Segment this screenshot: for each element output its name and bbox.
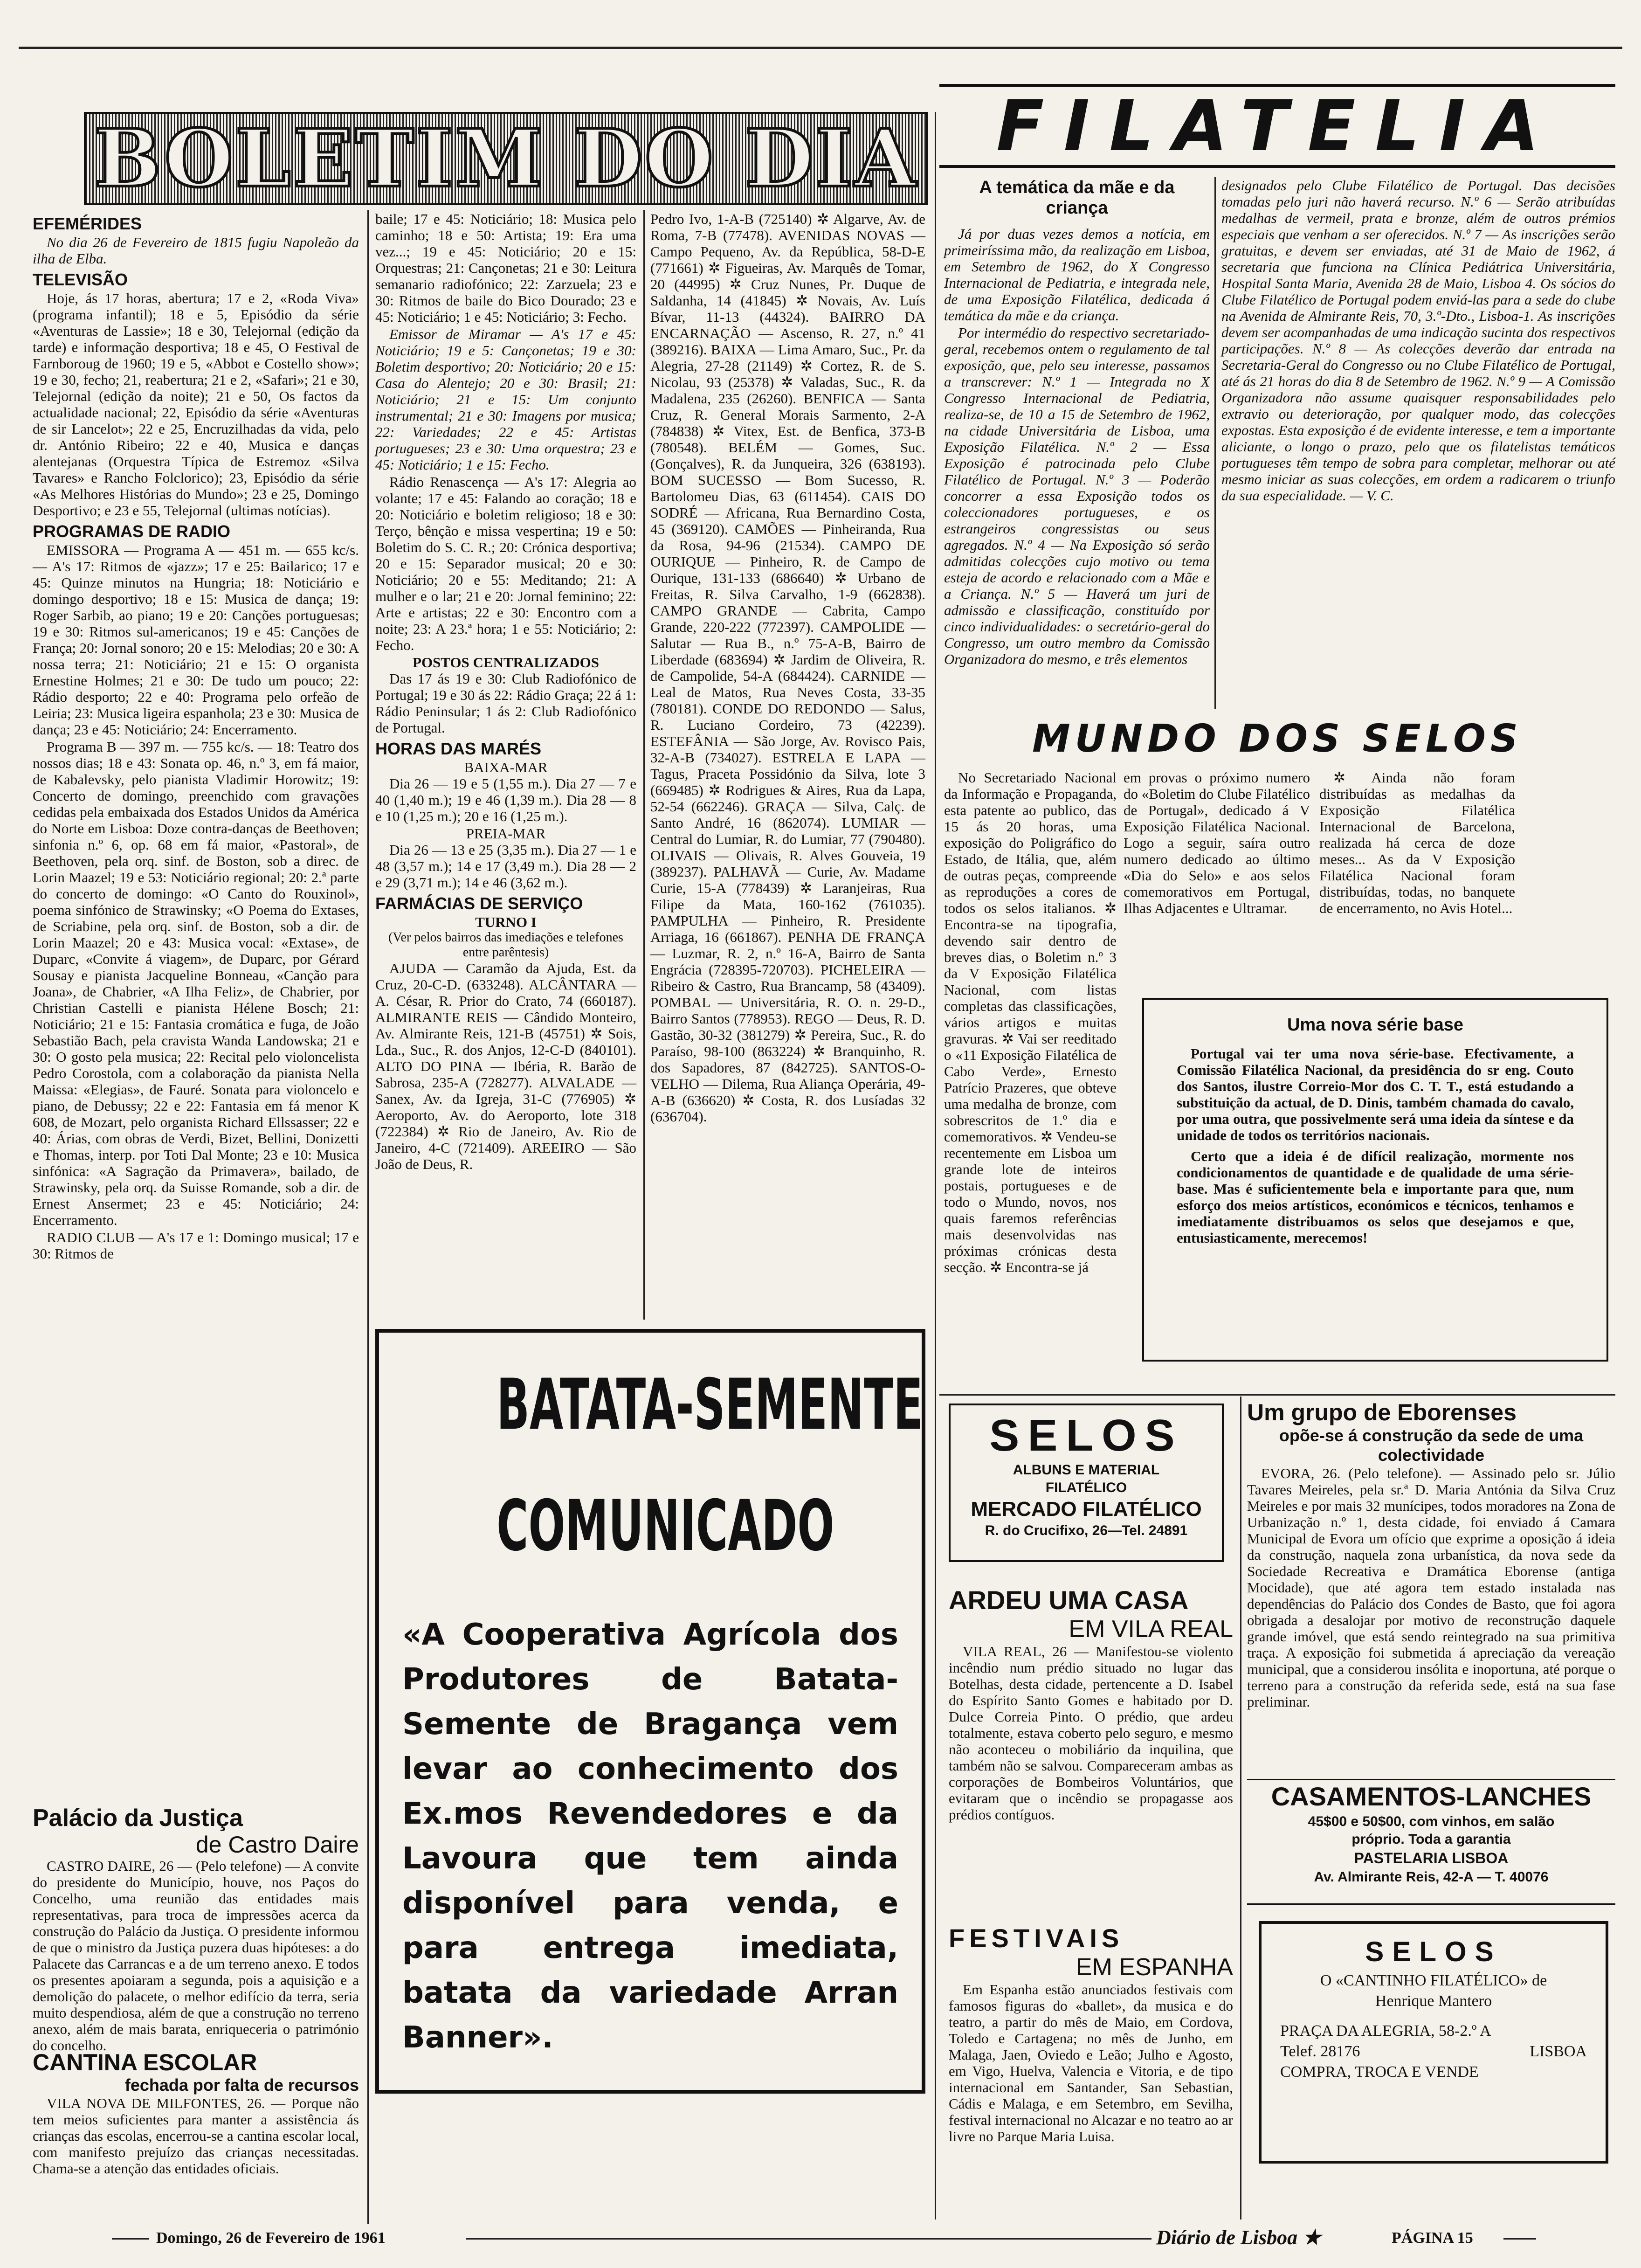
farmacias-col3-text: Pedro Ivo, 1-A-B (725140) ✲ Algarve, Av. de Roma, 7-B (77478). AVENIDAS NOVAS — Campo Pequeno, Av. da República, 58-D-E (771661) ✲ Figueiras, Av. Marquês de Tomar, 20 (44995) ✲ Cruz Nunes, Pr. Duque de Saldanha, 14 (41845) ✲ Novais, Av. Luís Bívar, 11-13 (44324). BAIRRO DA ENCARNAÇÃO — Ascenso, R. 27, n.º 41 (389216). BAIXA — Lima Amaro, Suc., Pr. da Alegria, 27-28 (21149) ✲ Cortez, R. de S. Nicolau, 93 (25378) ✲ Valadas, Suc., R. da Madalena, 235 (26260). BENFICA — Santa Cruz, R. General Morais Sarmento, 2-A (784838) ✲ Vitex, Est. de Benfica, 373-B (780548). BELÉM — Gomes, Suc. (Gonçalves), R. da Junqueira, 326 (638193). BOM SUCESSO — Bom Sucesso, R. Bartolomeu Dias, 63 (611454). CAIS DO SODRÉ — Africana, Rua Bernardino Costa, 45 (369120). CAMÕES — Pinheiranda, Rua da Rosa, 94-96 (21534). CAMPO DE OURIQUE — Pinheiro, R. de Campo de Ourique, 131-133 (686640) ✲ Urbano de Freitas, R. Silva Carvalho, 1-9 (662838). CAMPO GRANDE — Cabrita, Campo Grande, 220-222 (772397). CAMPOLIDE — Salutar — Rua B., n.º 75-A-B, Bairro de Liberdade (683694) ✲ Jardim de Oliveira, R. de Campolide, 54-A (684424). CARNIDE — Leal de Matos, Rua Neves Costa, 33-35 (780181). CONDE DO REDONDO — Salus, R. Luciano Cordeiro, 73 (42239). ESTEFÂNIA — São Jorge, Av. Rovisco Pais, 32-A-B (734027). ESTRELA E LAPA — Tagus, Praceta Possidónio da Silva, lote 3 (669485) ✲ Rodrigues & Aires, Rua da Lapa, 52-54 (662246). GRAÇA — Silva, Calç. de Santo André, 16 (862074). LUMIAR — Central do Lumiar, R. do Lumiar, 77 (790480). OLIVAIS — Olivais, R. Alves Gouveia, 19 (389237). PALHAVÃ — Curie, Av. Madame Curie, 15-A (778439) ✲ Laranjeiras, Rua Filipe da Mata, 160-162 (761035). PAMPULHA — Pinheiro, R. Presidente Arriaga, 16 (661867). PENHA DE FRANÇA — Luzmar, R. 2, n.º 16-A, Bairro de Santa Engrácia (728395-720703). PICHELEIRA — Ribeiro & Castro, Rua Brancamp, 58 (43409). POMBAL — Universitária, R. O. n. 29-D., Bairro Santos (778953). REGO — Deus, R. D. Gastão, 30-32 (381279) ✲ Pereira, Suc., R. do Paraíso, 98-100 (863224) ✲ Branquinho, R. dos Sapadores, 87 (842725). SANTOS-O-VELHO — Dilema, Rua Aliança Operária, 49-A-B (636620) ✲ Costa, R. dos Lusíadas 32 (636704). (650, 211, 925, 1125)
miramar-text: Emissor de Miramar — A's 17 e 45: Noticiário; 19 e 5: Cançonetas; 19 e 30: Boletim desportivo; 20: Noticiário; 20 e 15: Casa do Alentejo; 20 e 30: Brasil; 21: Noticiário; 21 e 15: Um conjunto instrumental; 21 e 30: Imagens por musica; 22: Variedades; 22 e 45: Artistas portugueses; 23 e 30: Uma orquestra; 23 e 45: Noticiário; 1 e 15: Fecho. (375, 326, 636, 473)
eborenses-article (1247, 1399, 1615, 1772)
mundo-text-2: em provas o próximo numero do «Boletim do Clube Filatélico de Portugal», dedicado á V Exposição Filatélica Nacional. Logo a seguir, saíra outro numero dedicado ao último «Dia do Selo» e aos selos comemorativos em Portugal, Ilhas Adjacentes e Ultramar. (1124, 769, 1310, 916)
mundo-title: MUNDO DOS SELOS (1032, 717, 1523, 761)
ad-title: BATATA-SEMENTE (496, 1364, 923, 1445)
boletim-column-3 (650, 211, 925, 1321)
footer-paper-name: Diário de Lisboa (1156, 2226, 1298, 2249)
selos2-line5: COMPRA, TROCA E VENDE (1280, 2063, 1479, 2081)
boletim-title: BOLETIM DO DIA (94, 112, 918, 205)
boletim-banner (84, 112, 928, 205)
filatelia-article-title: A temática da mãe e da criança (979, 178, 1175, 218)
ardeu-subtitle: EM VILA REAL (1069, 1616, 1233, 1643)
televisao-text: Hoje, ás 17 horas, abertura; 17 e 2, «Roda Viva» (programa infantil); 18 e 5, Episódio da série «Aventuras de Lassie»; 18 e 30, Telejornal (edição da tarde) e informação desportiva; 18 e 45, O Festival de Farnboroug de 1960; 19 e 5, «Abbot e Costello show»; 19 e 30, fecho; 21, reabertura; 21 e 2, «Safari»; 21 e 30, Telejornal (edição da noite); 21 e 50, Os factos da actualidade nacional; 22, Episódio da série «Aventuras de sir Lancelot»; 22 e 25, Encruzilhadas da vida, pelo dr. António Ribeiro; 22 e 40, Musica e danças alentejanas (Orquestra Típica de Estremoz «Silva Tavares» e Rancho Folclorico); 23, Episódio da série «As Melhores Histórias do Mundo»; 23 e 25, Domingo Desportivo; e 23 e 55, Telejornal (ultimas notícias). (33, 290, 359, 519)
selos2-line1: O «CANTINHO FILATÉLICO» de Henrique Mantero (1320, 1972, 1547, 2010)
selos-ad (949, 1404, 1224, 1562)
filatelia-banner (939, 84, 1615, 168)
casamentos-line2: PASTELARIA LISBOA (1354, 1850, 1509, 1867)
mundo-column-3 (1319, 769, 1515, 956)
renascenca-text: Rádio Renascença — A's 17: Alegria ao volante; 17 e 45: Falando ao coração; 18 e 20: Noticiário e boletim religioso; 18 e 30: Terço, bênção e missa vespertina; 19 e 50: Boletim do S. C. R.; 20: Crónica desportiva; 20 e 15: Separador musical; 20 e 30: Noticiário; 20 e 55: Meditando; 21: A mulher e o lar; 21 e 20: Jornal feminino; 22: Arte e artistas; 22 e 30: Encontro com a noite; 23: A 23.ª hora; 1 e 55: Noticiário; 2: Fecho. (375, 474, 636, 653)
ardeu-article (949, 1585, 1233, 1912)
selos-ad-line1: ALBUNS E MATERIAL (1013, 1462, 1160, 1478)
batata-semente-ad (375, 1329, 925, 2094)
column-rule (643, 210, 645, 1320)
column-rule (1214, 177, 1216, 709)
mundo-column-1 (944, 769, 1117, 1394)
preia-mar-heading: PREIA-MAR (466, 825, 546, 842)
casamentos-line3: Av. Almirante Reis, 42-A — T. 40076 (1314, 1869, 1549, 1885)
programa-b-text: Programa B — 397 m. — 755 kc/s. — 18: Teatro dos nossos dias; 18 e 43: Sonata op. 46, n.º 3, em fá maior, de Kabalevsky, pelo pianista Vladimir Horowitz; 19: Concerto de domingo, preenchido com gravações cedidas pela embaixada dos Estados Unidos da América do Norte em Lisboa: Doze contra-danças de Beethoven; sinfonia n.º 6, op. 68 em fá maior, «Pastoral», de Beethoven, pela orq. sinf. de Boston, sob a direc. de Lorin Maazel; 19 e 53: Noticiário regional; 20: 2.ª parte do concerto de domingo: «O Canto do Rouxinol», poema sinfónico de Strawinsky; «O Poema do Extases, de Scriabine, pela orq. sinf. de Boston, sob a dir. de Lorin Maazel; 20 e 43: Musica vocal: «Extase», de Duparc, «Convite á viagem», de Duparc, por Gérard Sousay e pianista Jacqueline Bonneau, «Canção para Joana», de Chabrier, «A Ilha Feliz», de Chabrier, por Christian Castelli e pianista Hélene Bosch; 21: Noticiário; 21 e 15: Fantasia cromática e fuga, de João Sebastião Bach, pela cravista Wanda Landowska; 21 e 30: O gosto pela musica; 22: Recital pelo violoncelista Pedro Corostola, com a colaboração da pianista Nella Maissa: «Elegias», de Fauré. Sonata para violoncelo e piano, de Debussy; 22 e 22: Fantasia em fá menor K 608, de Mozart, pelo organista Richard Ellssasser; 22 e 40: Árias, com obras de Verdi, Bizet, Bellini, Donizetti e Thomas, interp. por Toti Dal Monte; 23 e 10: Musica sinfónica: «A Sagração da Primavera», bailado, de Strawinsky, pela orq. da Suisse Romande, sob a dir. de Ernest Ansermet; 23 e 45: Noticiário; 24: Encerramento. (33, 739, 359, 1228)
filatelia-body: Por intermédio do respectivo secretariado-geral, recebemos ontem o regulamento de tal exposição, que, pelo seu interesse, passamos a transcrever: N.º 1 — Integrada no X Congresso Internacional de Pediatria, realiza-se, de 10 a 15 de Setembro de 1962, na cidade Universitária de Lisboa, uma Exposição Filatélica. N.º 2 — Essa Exposição é patrocinada pelo Clube Filatélico de Portugal. N.º 3 — Poderão concorrer a essa Exposição todos os coleccionadores portugueses, e os estrangeiros congressistas ou seus agregados. N.º 4 — Na Exposição só serão admitidas colecções cujo motivo ou tema esteja de acordo e relacionado com a Mãe e a Criança. N.º 5 — Haverá um juri de admissão e classificação, constituído por cinco individualidades: o secretário-geral do Congresso, um outro membro da Comissão Organizadora do mesmo, e três elementos (944, 325, 1210, 667)
turno-heading: TURNO I (475, 914, 537, 930)
nova-serie-p2: Certo que a ideia é de difícil realização, mormente nos condicionamentos de quantidade e de qualidade de uma série-base. Mas é suficientemente bela e importante para que, num esforço dos meios artísticos, económicos e técnicos, tenhamos e imediatamente distribuamos os selos que desejamos e que, entusiasticamente, merecemos! (1177, 1148, 1574, 1246)
top-rule (19, 47, 1622, 49)
radio-club-continued: baile; 17 e 45: Noticiário; 18: Musica pelo caminho; 18 e 50: Artista; 19: Era uma vez...; 19 e 45: Noticiário; 20 e 15: Orquestras; 21: Cançonetas; 21 e 30: Leitura semanario radiofónico; 22: Zarzuela; 23 e 30: Ritmos de baile do Bico Dourado; 23 e 45: Noticiário; 1 e 45: Noticiário; 3: Fecho. (375, 211, 636, 325)
nova-serie-title: Uma nova série base (1287, 1015, 1464, 1035)
selos2-line2: PRAÇA DA ALEGRIA, 58-2.º A (1280, 2022, 1491, 2040)
cantina-title: CANTINA ESCOLAR (33, 2049, 257, 2075)
festivais-article (949, 1923, 1233, 2220)
mundo-dos-selos-heading (939, 713, 1615, 769)
emissora-text: EMISSORA — Programa A — 451 m. — 655 kc/s. — A's 17: Ritmos de «jazz»; 17 e 25: Bailarico; 17 e 45: Quinze minutos na Hungria; 18: Noticiário e domingo desportivo; 18 e 15: Musica de dança; 19: Roger Sarbib, ao piano; 19 e 20: Canções portuguesas; 19 e 30: Ritmos sul-americanos; 19 e 45: Canções de França; 20: Jornal sonoro; 20 e 15: Melodias; 20 e 30: A nossa terra; 21: Noticiário; 21 e 15: O organista Ernestine Holmes; 21 e 30: De tudo um pouco; 22: Rádio desporto; 22 e 40: Programa pelo orfeão de Leiria; 23: Musica ligeira espanhola; 23 e 30: Musica de dança; 23 e 45: Noticiário; 24: Encerramento. (33, 542, 359, 738)
nova-serie-p1: Portugal vai ter uma nova série-base. Efectivamente, a Comissão Filatélica Nacional, da presidência do sr eng. Couto dos Santos, ilustre Correio-Mor dos C. T. T., está estudando a substituição da actual, de D. Dinis, também chamada do cavalo, por uma outra, que possivelmente será uma ideia da síntese e da unidade de todos os territórios nacionais. (1177, 1045, 1574, 1143)
radio-club-text: RADIO CLUB — A's 17 e 1: Domingo musical; 17 e 30: Ritmos de (33, 1229, 359, 1262)
filatelia-title: FILATELIA (996, 86, 1558, 167)
column-rule (935, 112, 936, 2220)
turno-note: (Ver pelos bairros das imediações e telefones entre parêntesis) (388, 930, 623, 960)
footer-rule-left (112, 2238, 149, 2240)
preia-mar-text: Dia 26 — 13 e 25 (3,35 m.). Dia 27 — 1 e 48 (3,57 m.); 14 e 17 (3,49 m.). Dia 28 — 2 e 29 (3,71 m.); 14 e 46 (3,62 m.). (375, 842, 636, 891)
selos-ad-line2: FILATÉLICO (1045, 1480, 1127, 1495)
filatelia-body-2: designados pelo Clube Filatélico de Portugal. Das decisões tomadas pelo juri não haverá recurso. N.º 6 — Serão atribuídas medalhas de vermeil, prata e bronze, além de outros prémios especiais que venham a ser oferecidos. N.º 7 — As inscrições serão gratuitas, e devem ser enviadas, até 31 de Maio de 1962, á secretaria que funciona na Clínica Pediátrica Universitária, Hospital Santa Maria, Avenida 28 de Maio, Lisboa 4. Os sócios do Clube Filatélico de Portugal podem enviá-las para a sede do clube na Avenida de Almirante Reis, 70, 3.º-Dto., Lisboa-1. As inscrições devem ser acompanhadas de uma indicação sucinta dos respectivos participações. N.º 8 — As colecções deverão dar entrada na Secretaria-Geral do Congresso ou no Clube Filatélico de Portugal, até ás 21 horas do dia 8 de Setembro de 1962. N.º 9 — A Comissão Organizadora não assume quaisquer responsabilidades pelo extravio ou deterioração, por qualquer modo, das colecções expostas. Esta exposição é de evidente interesse, e tem a importante aliciante, o longo o prazo, pelo que os filatelistas temáticos portugueses têm tempo de sobra para completar, melhorar ou até mesmo iniciar as suas colecções, em ordem a radicarem o triunfo da sua especialidade. — V. C. (1221, 177, 1615, 504)
footer-date: Domingo, 26 de Fevereiro de 1961 (156, 2229, 386, 2247)
postos-heading: POSTOS CENTRALIZADOS (413, 654, 599, 671)
boletim-column-2 (375, 211, 636, 1321)
baixa-mar-text: Dia 26 — 19 e 5 (1,55 m.). Dia 27 — 7 e 40 (1,40 m.); 19 e 46 (1,39 m.). Dia 28 — 8 e 10 (1,25 m.); 20 e 16 (1,25 m.). (375, 775, 636, 824)
filatelia-column-2 (1221, 177, 1615, 709)
programas-heading: PROGRAMAS DE RADIO (33, 522, 231, 541)
filatelia-intro: Já por duas vezes demos a notícia, em primeiríssima mão, da realização em Lisboa, em Setembro de 1962, do X Congresso Internacional de Pediatria, e integrada nele, de uma Exposição Filatélica, dedicada á temática da mãe e da criança. (944, 226, 1210, 324)
footer-page: PÁGINA 15 (1392, 2229, 1473, 2247)
televisao-heading: TELEVISÃO (33, 270, 128, 289)
selos-ad-title: SELOS (989, 1411, 1183, 1460)
mundo-text-1: No Secretariado Nacional da Informação e Propaganda, esta patente ao publico, das 15 ás 20 horas, uma exposição do Poligráfico do Estado, de Itália, que, além de outras peças, compreende as reproduções a cores de todos os selos italianos. ✲ Encontra-se na tipografia, devendo sair dentro de breves dias, o Boletim n.º 3 da V Exposição Filatélica Nacional, com listas completas das classificações, vários artigos e muitas gravuras. ✲ Vai ser reeditado o «11 Exposição Filatélica de Cabo Verde», Ernesto Patrício Prazeres, que obteve uma medalha de bronze, com sobrescritos de 1.º dia e comemorativos. ✲ Vendeu-se recentemente em Lisboa um grande lote de inteiros postais, portugueses e de todo o Mundo, novos, nos quais faremos referências mais desenvolvidas nas próximas crónicas desta secção. ✲ Encontra-se já (944, 769, 1117, 1275)
mundo-text-3: ✲ Ainda não foram distribuídas as medalhas da Exposição Filatélica Internacional de Barcelona, realizada há cerca de doze meses... As da V Exposição Filatélica Nacional foram distribuídas, todas, no banquete de encerramento, no Avis Hotel... (1319, 769, 1515, 916)
selos-ad-line4: R. do Crucifixo, 26—Tel. 24891 (985, 1523, 1188, 1538)
nova-serie-box (1142, 998, 1608, 1362)
cantina-text: VILA NOVA DE MILFONTES, 26. — Porque não tem meios suficientes para manter a assistência ás crianças das escolas, encerrou-se a cantina escolar local, com manifesto prejuízo das crianças necessitadas. Chama-se a atenção das entidades oficiais. (33, 2095, 359, 2177)
eborenses-subtitle: opõe-se á construção da sede de uma colectividade (1279, 1426, 1584, 1465)
casamentos-ad (1247, 1779, 1615, 1905)
festivais-subtitle: EM ESPANHA (1076, 1954, 1233, 1981)
footer-rule-mid (466, 2238, 1151, 2240)
footer-paper (1156, 2225, 1417, 2250)
ad-text: «A Cooperativa Agrícola dos Produtores de Batata-Semente de Bragança vem levar ao conhecimento dos Ex.mos Revendedores e da Lavoura que tem ainda disponível para venda, e para entrega imediata, batata da variedade Arran Banner». (402, 1618, 898, 2055)
selos-ad-line3: MERCADO FILATÉLICO (971, 1498, 1202, 1521)
postos-text: Das 17 ás 19 e 30: Club Radiofónico de Portugal; 19 e 30 ás 22: Rádio Graça; 22 á 1: Rádio Peninsular; 1 ás 2: Club Radiofónico de Portugal. (375, 671, 636, 736)
filatelia-column-1 (944, 177, 1210, 709)
farmacias-heading: FARMÁCIAS DE SERVIÇO (375, 894, 583, 913)
cantina-subtitle: fechada por falta de recursos (124, 2075, 359, 2095)
boletim-column-1 (33, 211, 359, 1773)
column-rule (1240, 1397, 1241, 2220)
selos2-city: LISBOA (1530, 2043, 1587, 2060)
palacio-title: Palácio da Justiça (33, 1805, 243, 1832)
efemerides-text: No dia 26 de Fevereiro de 1815 fugiu Napoleão da ilha de Elba. (33, 234, 359, 267)
column-rule (367, 210, 369, 2224)
mundo-column-2 (1124, 769, 1310, 956)
selos2-phone: Telef. 28176 (1280, 2043, 1360, 2060)
festivais-title: FESTIVAIS (949, 1923, 1124, 1953)
cantina-article (33, 2049, 359, 2217)
casamentos-title: CASAMENTOS-LANCHES (1271, 1782, 1592, 1811)
cantinho-filatelico-ad (1259, 1921, 1608, 2164)
footer-rule-right (1503, 2238, 1536, 2240)
ad-subtitle: COMUNICADO (496, 1486, 834, 1567)
ardeu-title: ARDEU UMA CASA (949, 1585, 1189, 1615)
efemerides-heading: EFEMÉRIDES (33, 214, 142, 233)
eborenses-title: Um grupo de Eborenses (1247, 1399, 1517, 1425)
palacio-subtitle: de Castro Daire (195, 1832, 359, 1858)
selos2-title: SELOS (1365, 1936, 1502, 1967)
palacio-text: CASTRO DAIRE, 26 — (Pelo telefone) — A convite do presidente do Município, houve, nos Paços do Concelho, uma reunião das entidades mais representativas, para troca de impressões acerca da construção do Palácio da Justiça. O presidente informou de que o ministro da Justiça puzera duas hipóteses: a do Palacete das Carrancas e a de um terreno anexo. E todos os presentes apoiaram a segunda, pois a aquisição e a demolição do palacete, o melhor edifício da terra, seria muito despendiosa, além de que a construção no terreno anexo, além de mais barata, enriqueceria o património do concelho. (33, 1858, 359, 2054)
section-rule (939, 1394, 1615, 1396)
mares-heading: HORAS DAS MARÉS (375, 739, 542, 758)
footer-star-icon: ★ (1303, 2226, 1321, 2249)
ardeu-text: VILA REAL, 26 — Manifestou-se violento incêndio num prédio situado no lugar das Botelhas, desta cidade, pertencente a D. Isabel do Espírito Santo Gomes e habitado por D. Dulce Correia Pinto. O prédio, que ardeu totalmente, estava coberto pelo seguro, e mesmo não aconteceu o mobiliário da inquilina, que também não se salvou. Compareceram ambas as corporações de Bombeiros Voluntários, que evitaram que o incêndio se propagasse aos prédios contíguos. (949, 1643, 1233, 1823)
eborenses-text: EVORA, 26. (Pelo telefone). — Assinado pelo sr. Júlio Tavares Meireles, pela sr.ª D. Maria Antónia da Silva Cruz Meireles e por mais 32 munícipes, todos moradores na Zona de Urbanização n.º 1, desta cidade, foi enviado á Camara Municipal de Evora um ofício que exprime a oposição á ideia da construção, naquela zona urbanística, da nova sede da Sociedade Recreativa e Dramática Eborense (antiga Mocidade), que até agora tem estado instalada nas dependências do Palácio dos Condes de Basto, que foi agora obrigada a desalojar por motivo de reconstrução daquele grande imóvel, que está sendo reintegrado na sua primitiva traça. A exposição foi submetida á apreciação da vereação municipal, que a considerou insólita e inoportuna, até porque o terreno para a construção da referida sede, está na sua fase preliminar. (1247, 1465, 1615, 1710)
farmacias-col2-text: AJUDA — Caramão da Ajuda, Est. da Cruz, 20-C-D. (633248). ALCÂNTARA — A. César, R. Prior do Crato, 74 (660187). ALMIRANTE REIS — Cândido Monteiro, Av. Almirante Reis, 121-B (45751) ✲ Sois, Lda., Suc., R. dos Anjos, 12-C-D (840101). ALTO DO PINA — Ibéria, R. Barão de Sabrosa, 235-A (728277). ALVALADE — Sanex, Av. da Igreja, 31-C (776905) ✲ Aeroporto, Av. do Aeroporto, lote 318 (722384) ✲ Rio de Janeiro, Av. Rio de Janeiro, 4-C (721409). AREEIRO — São João de Deus, R. (375, 960, 636, 1172)
casamentos-line1: 45$00 e 50$00, com vinhos, em salão próprio. Toda a garantia (1308, 1814, 1555, 1847)
baixa-mar-heading: BAIXA-MAR (464, 759, 548, 775)
palacio-article (33, 1805, 359, 2054)
festivais-text: Em Espanha estão anunciados festivais com famosos figuras do «ballet», da musica e do teatro, a partir do mês de Maio, em Cordova, Toledo e Cartagena; no mês de Junho, em Malaga, Jaen, Oviedo e Leão; Julho e Agosto, em Vigo, Huelva, Valencia e Vitoria, e de tipo internacional em Santander, San Sebastian, Cádis e Malaga, e em Setembro, em Sevilha, festival internacional no Alcazar e no teatro ao ar livre no Parque Maria Luisa. (949, 1981, 1233, 2144)
